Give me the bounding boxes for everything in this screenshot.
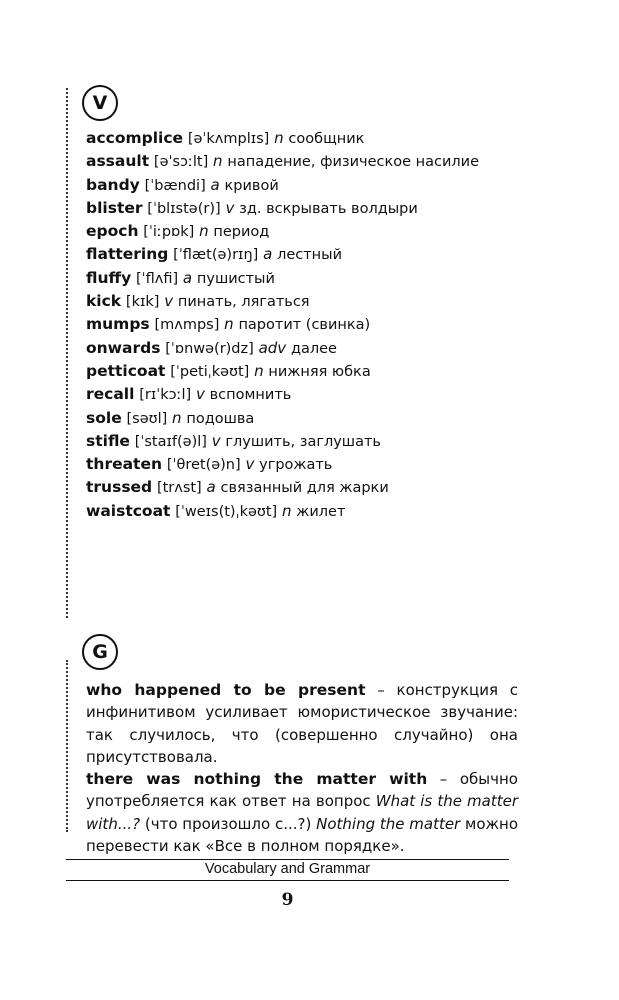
vocab-pos: n [281, 501, 292, 520]
vocab-entry [86, 267, 516, 290]
vocab-pos: a [206, 478, 216, 497]
vocab-term: stifle [86, 431, 130, 450]
vocab-term: blister [86, 198, 143, 217]
grammar-explanation: можно перевести как «Все в полном порядке». [86, 814, 519, 856]
dotted-margin-rule [66, 88, 68, 618]
vocab-pos: v [245, 455, 255, 474]
vocab-gloss: вспомнить [209, 387, 292, 404]
vocab-entry [86, 383, 516, 406]
vocab-gloss: нижняя юбка [268, 363, 371, 380]
vocab-term: recall [86, 385, 135, 404]
vocab-term: bandy [86, 175, 140, 194]
vocab-entry [86, 174, 516, 197]
vocab-gloss: сообщник [288, 131, 365, 147]
vocab-term: onwards [86, 338, 161, 357]
grammar-note [86, 679, 518, 768]
vocab-transcription: [kɪk] [125, 294, 160, 311]
vocab-gloss: пинать, лягаться [177, 294, 310, 311]
vocab-term: fluffy [86, 268, 132, 287]
vocab-transcription: [trʌst] [156, 480, 202, 497]
vocab-entry [86, 197, 516, 220]
vocab-entry [86, 500, 516, 523]
vocab-term: flattering [86, 245, 169, 264]
vocab-transcription: [ˈpetiˌkəʊt] [170, 363, 250, 380]
grammar-explanation: – обычно употребляется как ответ на вопрос [86, 770, 518, 811]
grammar-term: who happened to be present [86, 681, 366, 699]
vocabulary-section-badge: V [82, 85, 118, 121]
vocab-entry [86, 453, 516, 476]
vocab-gloss: глушить, заглушать [225, 433, 381, 450]
vocab-gloss: период [213, 224, 270, 241]
footer-rule [66, 880, 509, 881]
vocab-transcription: [mʌmps] [154, 317, 220, 334]
vocab-gloss: пушистый [196, 270, 275, 287]
vocab-gloss: жилет [296, 503, 346, 520]
vocab-pos: n [199, 222, 209, 241]
vocab-transcription: [əˈkʌmplɪs] [187, 131, 270, 147]
vocab-pos: n [213, 152, 223, 171]
grammar-example: What is the matter with...? [86, 792, 518, 833]
vocab-pos: v [225, 198, 235, 217]
vocab-transcription: [ˈblɪstə(r)] [147, 200, 221, 217]
vocab-term: mumps [86, 315, 150, 334]
vocab-transcription: [ˈflæt(ə)rɪŋ] [173, 247, 259, 264]
vocab-gloss: кривой [224, 177, 279, 194]
vocab-entry [86, 127, 516, 150]
vocab-transcription: [ˈɒnwə(r)dz] [165, 340, 254, 357]
vocab-term: assault [86, 152, 150, 171]
vocab-term: accomplice [86, 129, 184, 147]
vocab-gloss: лестный [277, 247, 343, 264]
vocab-entry [86, 476, 516, 499]
vocab-gloss: далее [290, 340, 337, 357]
vocab-pos: n [274, 129, 284, 147]
vocab-transcription: [ˈflʌfi] [135, 270, 179, 287]
vocab-transcription: [ˈweɪs(t)ˌkəʊt] [175, 503, 278, 520]
footer-rule [66, 859, 509, 860]
vocab-transcription: [ˈiːpɒk] [143, 224, 195, 241]
vocab-transcription: [ˈstaɪf(ə)l] [134, 433, 207, 450]
grammar-notes [86, 679, 518, 857]
vocab-term: threaten [86, 455, 163, 474]
vocab-entry [86, 430, 516, 453]
vocab-gloss: зд. вскрывать волдыри [239, 200, 418, 217]
vocab-pos: n [172, 408, 182, 427]
dotted-margin-rule [66, 660, 68, 832]
grammar-note [86, 768, 518, 857]
vocab-gloss: подошва [186, 410, 255, 427]
vocab-pos: a [182, 268, 193, 287]
vocab-transcription: [rɪˈkɔːl] [139, 387, 192, 404]
vocab-pos: n [224, 315, 234, 334]
vocab-gloss: связанный для жарки [220, 480, 389, 497]
vocab-pos: v [164, 292, 174, 311]
vocab-transcription: [ˈθret(ə)n] [166, 457, 241, 474]
vocab-gloss: угрожать [259, 457, 333, 474]
vocab-entry [86, 243, 516, 266]
vocabulary-list [86, 127, 516, 523]
vocab-entry [86, 337, 516, 360]
vocab-term: sole [86, 408, 122, 427]
vocab-pos: adv [258, 338, 287, 357]
vocab-term: petticoat [86, 361, 166, 380]
vocab-pos: a [210, 175, 220, 194]
vocab-pos: v [211, 431, 221, 450]
vocab-transcription: [əˈsɔːlt] [153, 154, 209, 171]
vocab-pos: n [254, 361, 264, 380]
vocab-term: trussed [86, 478, 153, 497]
vocab-transcription: [ˈbændi] [144, 177, 206, 194]
grammar-example: Nothing the matter [316, 814, 461, 833]
vocab-entry [86, 407, 516, 430]
vocab-pos: v [195, 385, 205, 404]
grammar-explanation: – конструкция с инфинитивом усиливает юмористическое звучание: так случилось, что (совершенно случайно) она присутствовала. [86, 681, 518, 766]
page-number: 9 [281, 890, 294, 910]
vocab-term: kick [86, 292, 122, 311]
vocab-entry [86, 360, 516, 383]
vocab-entry [86, 150, 516, 173]
grammar-explanation: (что произошло с...?) [140, 814, 317, 833]
vocab-entry [86, 290, 516, 313]
vocab-term: waistcoat [86, 501, 171, 520]
grammar-term: there was nothing the matter with [86, 770, 428, 789]
vocab-gloss: нападение, физическое насилие [227, 154, 480, 171]
vocab-entry [86, 220, 516, 243]
vocab-pos: a [263, 245, 273, 264]
vocab-gloss: паротит (свинка) [238, 317, 371, 334]
vocab-transcription: [səʊl] [126, 410, 168, 427]
grammar-section-badge: G [82, 634, 118, 670]
running-footer-title: Vocabulary and Grammar [204, 861, 371, 877]
vocab-entry [86, 313, 516, 336]
vocab-term: epoch [86, 222, 139, 241]
